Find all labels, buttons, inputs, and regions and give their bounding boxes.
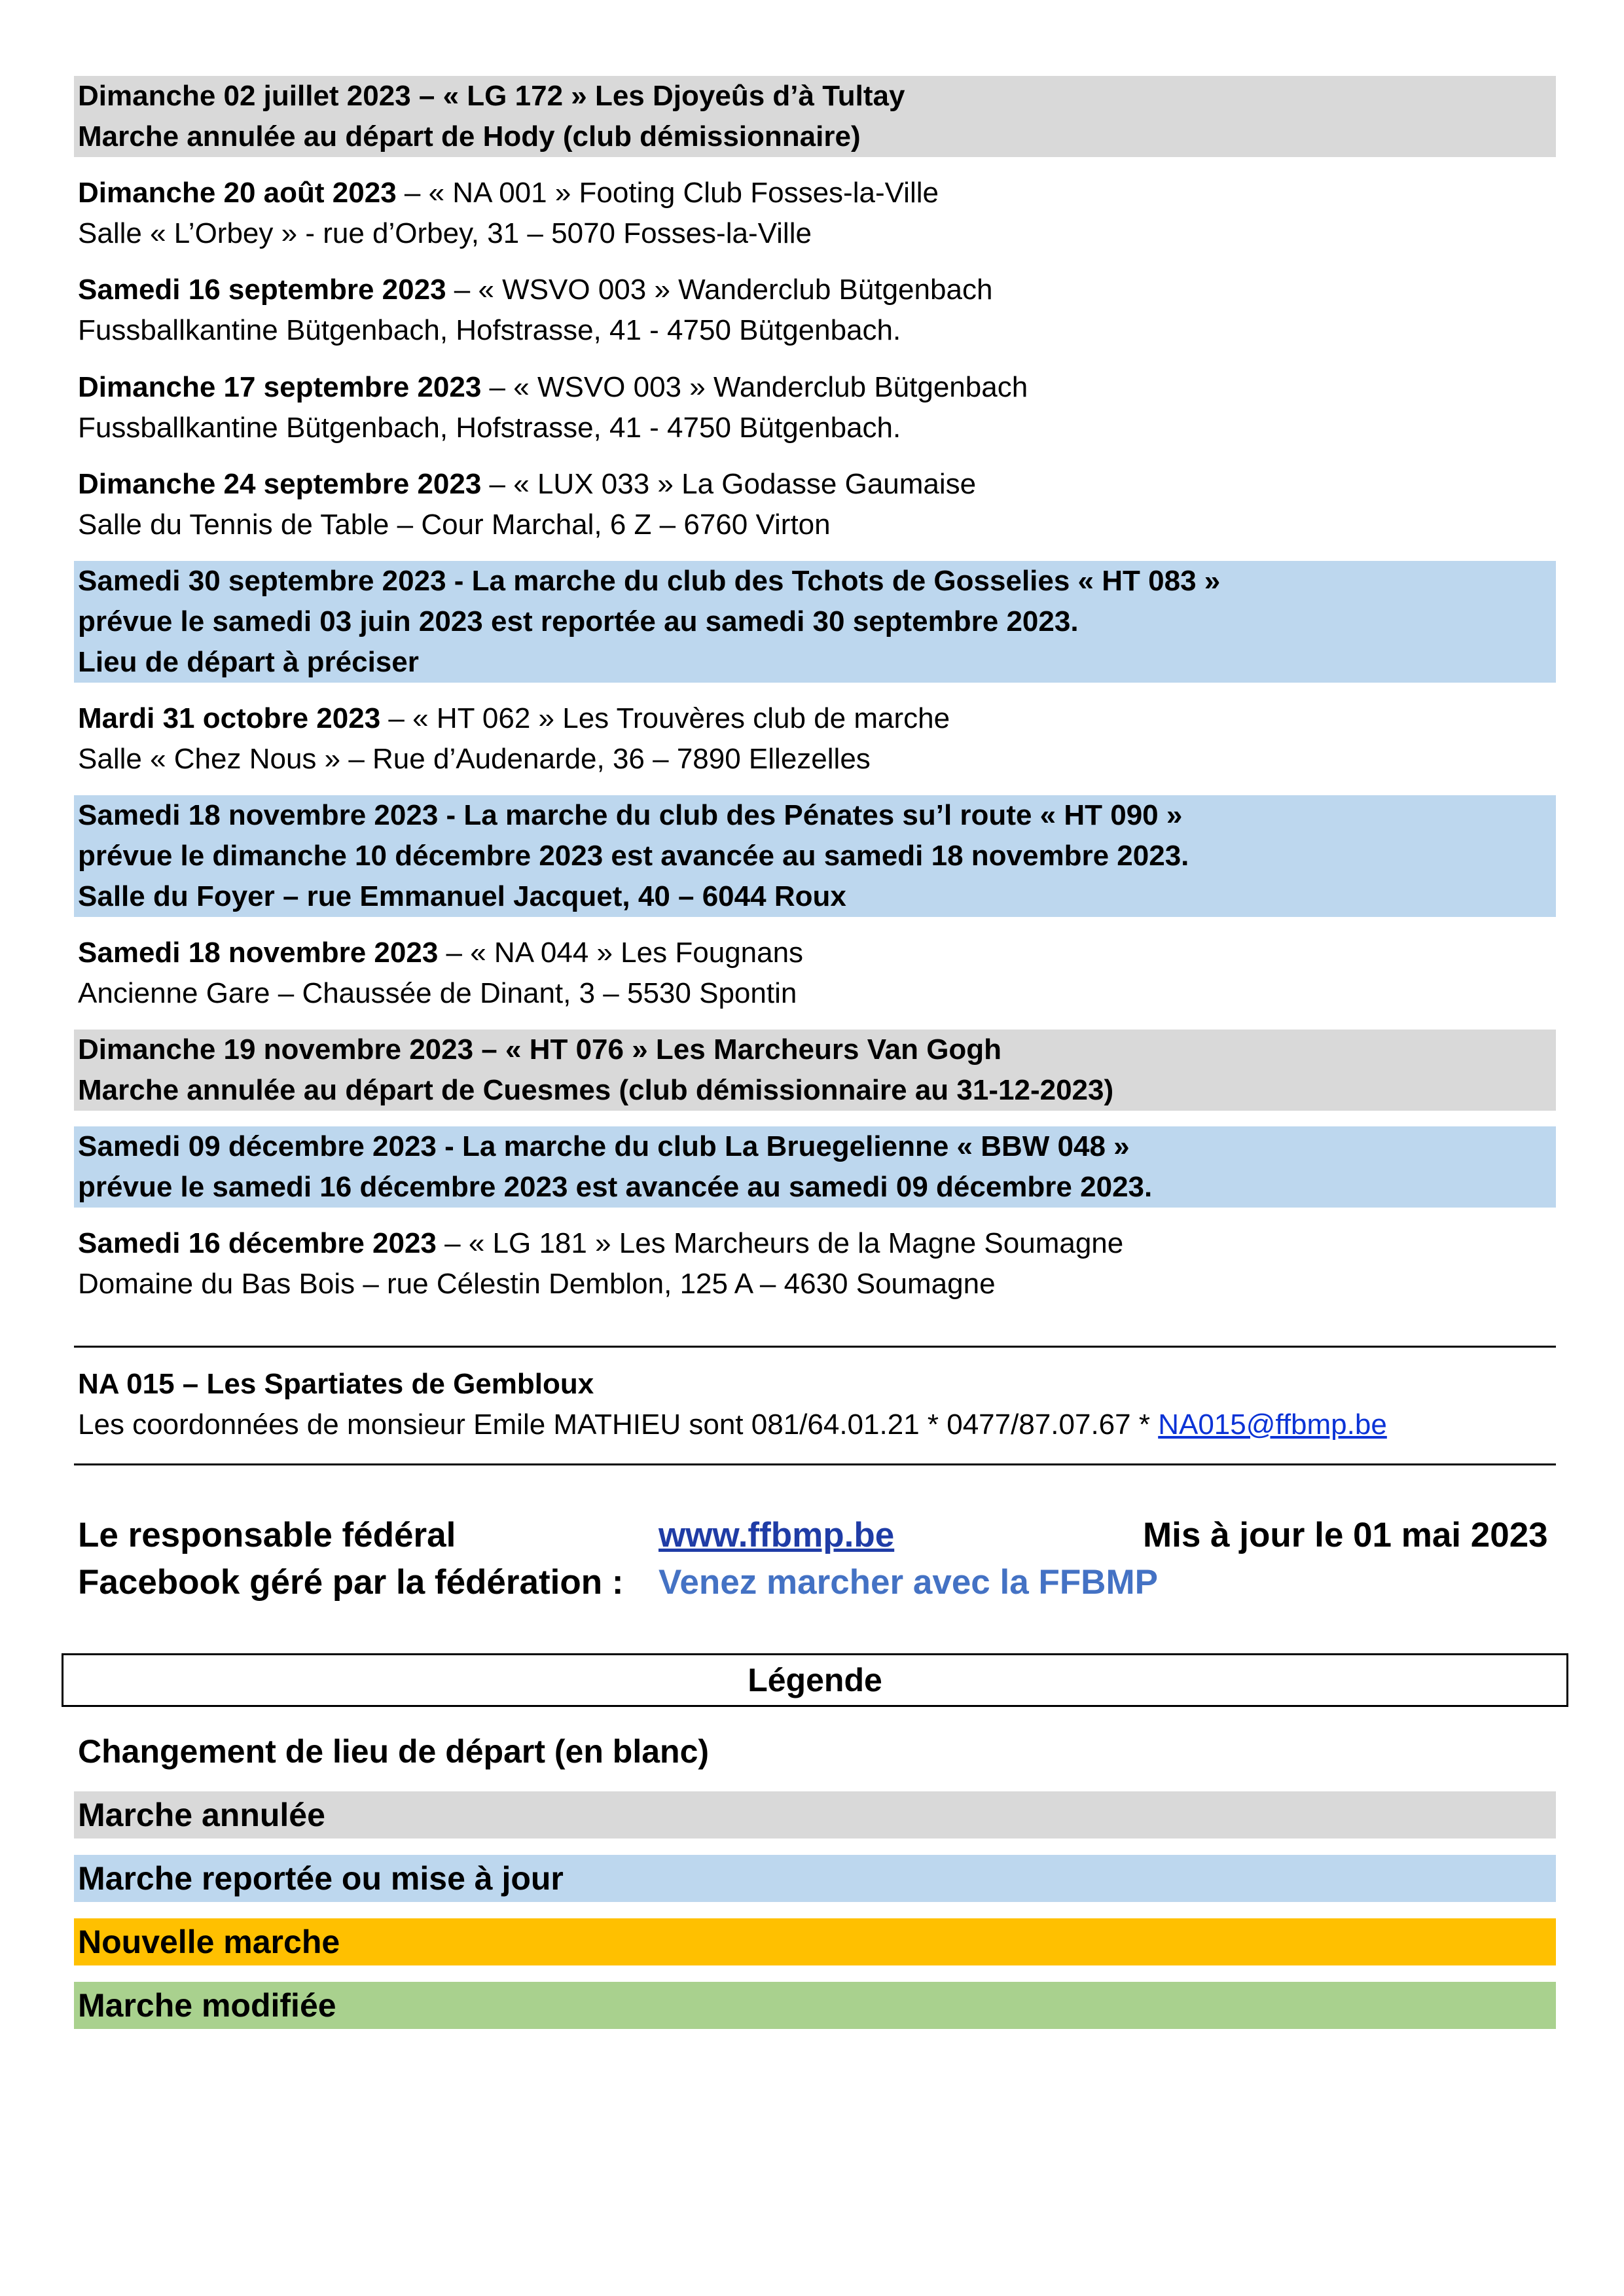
entry-line: Dimanche 20 août 2023 – « NA 001 » Footing Club Fosses-la-Ville bbox=[78, 177, 939, 209]
entry-line: Salle « L’Orbey » - rue d’Orbey, 31 – 5070 Fosses-la-Ville bbox=[78, 217, 812, 249]
walk-entry-rescheduled bbox=[74, 1126, 1556, 1208]
entry-line: Marche annulée au départ de Cuesmes (club démissionnaire au 31-12-2023) bbox=[78, 1074, 1114, 1106]
notice-text: Les coordonnées de monsieur Emile MATHIEU sont 081/64.01.21 * 0477/87.07.67 * bbox=[78, 1408, 1159, 1441]
entry-line: Ancienne Gare – Chaussée de Dinant, 3 – 5530 Spontin bbox=[78, 977, 797, 1009]
walk-entry-cancelled bbox=[74, 1030, 1556, 1111]
legend-item-new: Nouvelle marche bbox=[74, 1918, 1556, 1965]
entry-line: prévue le samedi 16 décembre 2023 est avancée au samedi 09 décembre 2023. bbox=[78, 1171, 1153, 1203]
entry-line: Samedi 18 novembre 2023 - La marche du club des Pénates su’l route « HT 090 » bbox=[78, 799, 1183, 831]
entry-line: Samedi 16 décembre 2023 – « LG 181 » Les Marcheurs de la Magne Soumagne bbox=[78, 1227, 1124, 1259]
entry-line: prévue le samedi 03 juin 2023 est reportée au samedi 30 septembre 2023. bbox=[78, 605, 1079, 637]
notice-text-line bbox=[78, 1405, 1556, 1445]
walk-entry bbox=[74, 1223, 1556, 1304]
entry-line: Salle du Foyer – rue Emmanuel Jacquet, 40 – 6044 Roux bbox=[78, 880, 846, 912]
entry-line: Salle « Chez Nous » – Rue d’Audenarde, 36 – 7890 Ellezelles bbox=[78, 743, 871, 775]
entry-line: Dimanche 17 septembre 2023 – « WSVO 003 » Wanderclub Bütgenbach bbox=[78, 371, 1028, 403]
facebook-page-name: Venez marcher avec la FFBMP bbox=[659, 1563, 1158, 1602]
last-updated: Mis à jour le 01 mai 2023 bbox=[1143, 1516, 1548, 1554]
entry-line: Dimanche 02 juillet 2023 – « LG 172 » Les Djoyeûs d’à Tultay bbox=[78, 80, 905, 112]
walk-entry-rescheduled bbox=[74, 561, 1556, 683]
walk-entry bbox=[74, 698, 1556, 780]
entry-line: Marche annulée au départ de Hody (club démissionnaire) bbox=[78, 120, 861, 152]
notice-title: NA 015 – Les Spartiates de Gembloux bbox=[78, 1368, 594, 1400]
entry-line: prévue le dimanche 10 décembre 2023 est avancée au samedi 18 novembre 2023. bbox=[78, 840, 1189, 872]
entry-line: Mardi 31 octobre 2023 – « HT 062 » Les Trouvères club de marche bbox=[78, 702, 950, 734]
federal-manager-label: Le responsable fédéral bbox=[78, 1516, 456, 1554]
walk-entry bbox=[74, 933, 1556, 1014]
entry-line: Fussballkantine Bütgenbach, Hofstrasse, 41 - 4750 Bütgenbach. bbox=[78, 314, 901, 346]
legend-item-location-change: Changement de lieu de départ (en blanc) bbox=[78, 1733, 710, 1770]
entry-line: Fussballkantine Bütgenbach, Hofstrasse, 41 - 4750 Bütgenbach. bbox=[78, 412, 901, 444]
legend-item-rescheduled: Marche reportée ou mise à jour bbox=[74, 1855, 1556, 1902]
entry-line: Dimanche 19 novembre 2023 – « HT 076 » Les Marcheurs Van Gogh bbox=[78, 1033, 1002, 1066]
divider-line bbox=[74, 1463, 1556, 1465]
website-link[interactable]: www.ffbmp.be bbox=[659, 1516, 895, 1554]
walk-entry bbox=[74, 367, 1556, 448]
entry-line: Lieu de départ à préciser bbox=[78, 646, 419, 678]
legend-item-cancelled: Marche annulée bbox=[74, 1791, 1556, 1839]
divider-line bbox=[74, 1346, 1556, 1348]
legend-item-modified: Marche modifiée bbox=[74, 1982, 1556, 2029]
entry-line: Dimanche 24 septembre 2023 – « LUX 033 » La Godasse Gaumaise bbox=[78, 468, 977, 500]
walk-entry-rescheduled bbox=[74, 795, 1556, 917]
entry-line: Samedi 30 septembre 2023 - La marche du club des Tchots de Gosselies « HT 083 » bbox=[78, 565, 1221, 597]
club-notice bbox=[74, 1364, 1556, 1445]
notice-email-link[interactable]: NA015@ffbmp.be bbox=[1158, 1408, 1387, 1441]
facebook-label: Facebook géré par la fédération : bbox=[78, 1563, 624, 1602]
entry-line: Samedi 18 novembre 2023 – « NA 044 » Les Fougnans bbox=[78, 937, 804, 969]
entry-line: Samedi 09 décembre 2023 - La marche du club La Bruegelienne « BBW 048 » bbox=[78, 1130, 1130, 1162]
entry-line: Domaine du Bas Bois – rue Célestin Demblon, 125 A – 4630 Soumagne bbox=[78, 1268, 996, 1300]
walk-entry bbox=[74, 464, 1556, 545]
entry-line: Samedi 16 septembre 2023 – « WSVO 003 » Wanderclub Bütgenbach bbox=[78, 274, 993, 306]
legend-title: Légende bbox=[62, 1653, 1568, 1707]
walk-entry-cancelled bbox=[74, 76, 1556, 157]
entry-line: Salle du Tennis de Table – Cour Marchal, 6 Z – 6760 Virton bbox=[78, 509, 831, 541]
walk-entry bbox=[74, 173, 1556, 254]
walk-entry bbox=[74, 270, 1556, 351]
